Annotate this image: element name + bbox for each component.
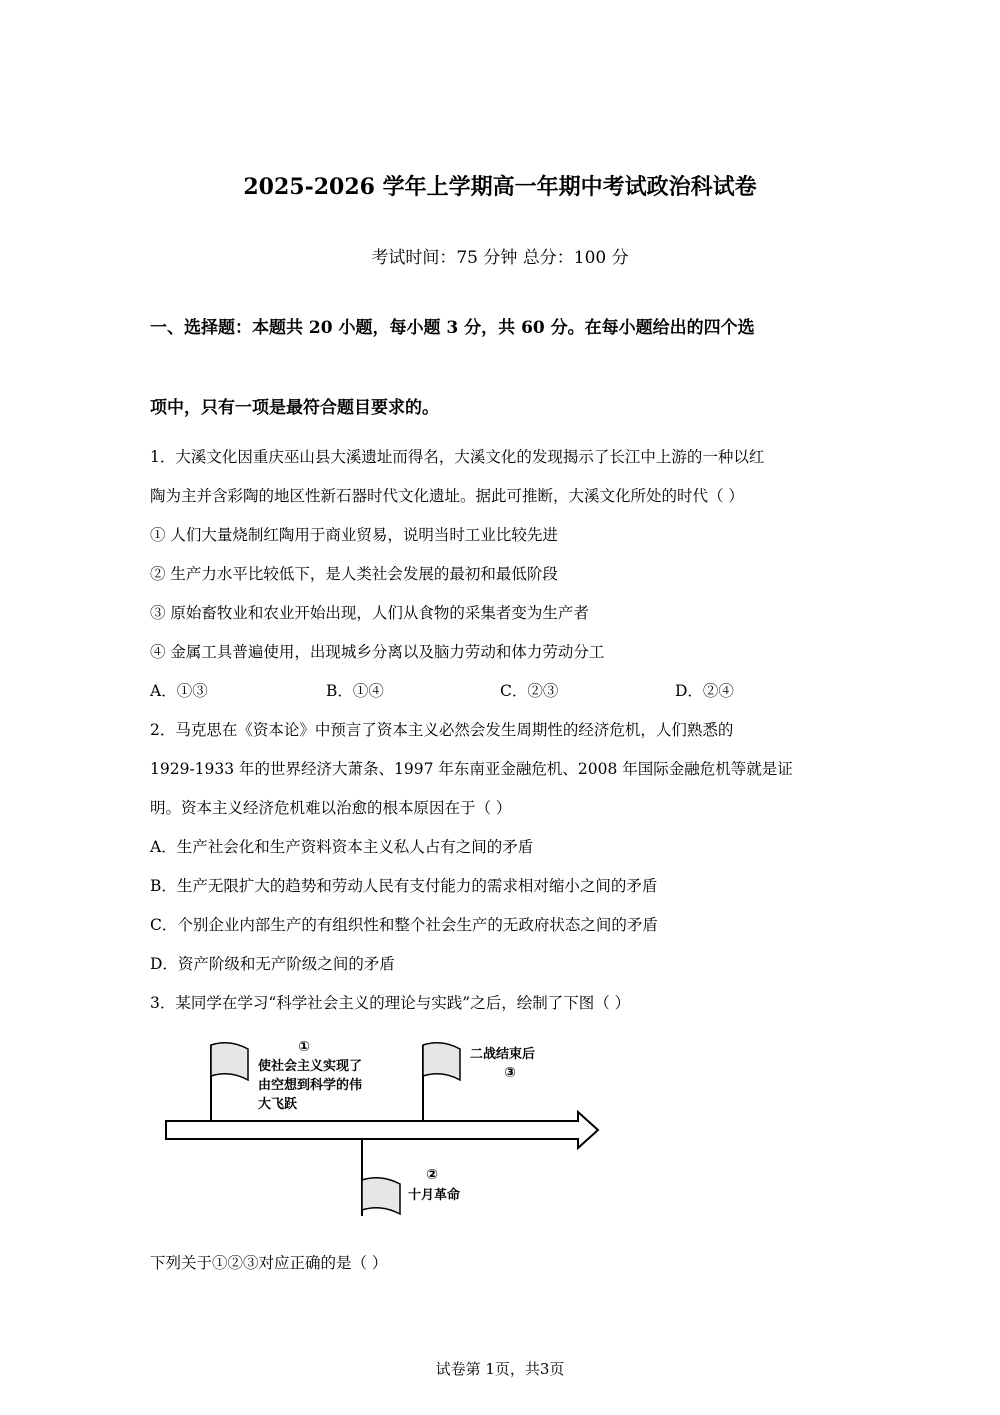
q1-option-c: C．②③	[500, 682, 559, 700]
q2-option-c: C．个别企业内部生产的有组织性和整个社会生产的无政府状态之间的矛盾	[150, 916, 658, 934]
flag-1-text-line1: 使社会主义实现了	[258, 1059, 363, 1074]
q1-statement-3: ③ 原始畜牧业和农业开始出现，人们从食物的采集者变为生产者	[150, 604, 589, 622]
q3-stem: 3．某同学在学习“科学社会主义的理论与实践”之后，绘制了下图（ ）	[150, 994, 631, 1012]
q2-option-d: D．资产阶级和无产阶级之间的矛盾	[150, 955, 395, 973]
flag-3-number: ③	[504, 1065, 516, 1081]
timeline-arrow	[166, 1112, 598, 1148]
section-heading-line2: 项中，只有一项是最符合题目要求的。	[150, 398, 439, 418]
q1-stem-line2: 陶为主并含彩陶的地区性新石器时代文化遗址。据此可推断，大溪文化所处的时代（ ）	[150, 487, 744, 505]
flag-1-text-line3: 大飞跃	[258, 1097, 298, 1112]
flag-1-number: ①	[298, 1039, 310, 1055]
page-footer: 试卷第 1页，共3页	[435, 1360, 565, 1378]
flag-2-number: ②	[426, 1167, 438, 1183]
q1-option-b: B．①④	[326, 682, 384, 700]
q1-statement-2: ② 生产力水平比较低下，是人类社会发展的最初和最低阶段	[150, 565, 558, 583]
flag-1-text-line2: 由空想到科学的伟	[258, 1078, 363, 1093]
q1-option-a: A．①③	[150, 682, 208, 700]
timeline-diagram	[160, 1032, 605, 1222]
exam-title: 2025-2026 学年上学期高一年期中考试政治科试卷	[243, 174, 757, 200]
q1-option-d: D．②④	[675, 682, 734, 700]
q2-stem-line3: 明。资本主义经济危机难以治愈的根本原因在于（ ）	[150, 799, 512, 817]
flag-2-icon	[362, 1178, 400, 1214]
section-heading-line1: 一、选择题：本题共 20 小题，每小题 3 分，共 60 分。在每小题给出的四个选	[150, 318, 755, 338]
flag-2-text: 十月革命	[408, 1188, 461, 1203]
q1-stem-line1: 1．大溪文化因重庆巫山县大溪遗址而得名，大溪文化的发现揭示了长江中上游的一种以红	[150, 448, 765, 466]
q1-statement-4: ④ 金属工具普遍使用，出现城乡分离以及脑力劳动和体力劳动分工	[150, 643, 605, 661]
q2-option-b: B．生产无限扩大的趋势和劳动人民有支付能力的需求相对缩小之间的矛盾	[150, 877, 658, 895]
flag-3-text: 二战结束后	[470, 1047, 536, 1062]
q2-stem-line2: 1929-1933 年的世界经济大萧条、1997 年东南亚金融危机、2008 年国际金融危机等就是证	[150, 760, 793, 778]
q2-option-a: A．生产社会化和生产资料资本主义私人占有之间的矛盾	[150, 838, 534, 856]
exam-info: 考试时间：75 分钟 总分：100 分	[371, 248, 629, 268]
q1-statement-1: ① 人们大量烧制红陶用于商业贸易，说明当时工业比较先进	[150, 526, 558, 544]
flag-3-icon	[423, 1043, 460, 1080]
q3-followup: 下列关于①②③对应正确的是（ ）	[150, 1254, 388, 1272]
flag-1-icon	[211, 1043, 248, 1080]
q2-stem-line1: 2．马克思在《资本论》中预言了资本主义必然会发生周期性的经济危机，人们熟悉的	[150, 721, 734, 739]
